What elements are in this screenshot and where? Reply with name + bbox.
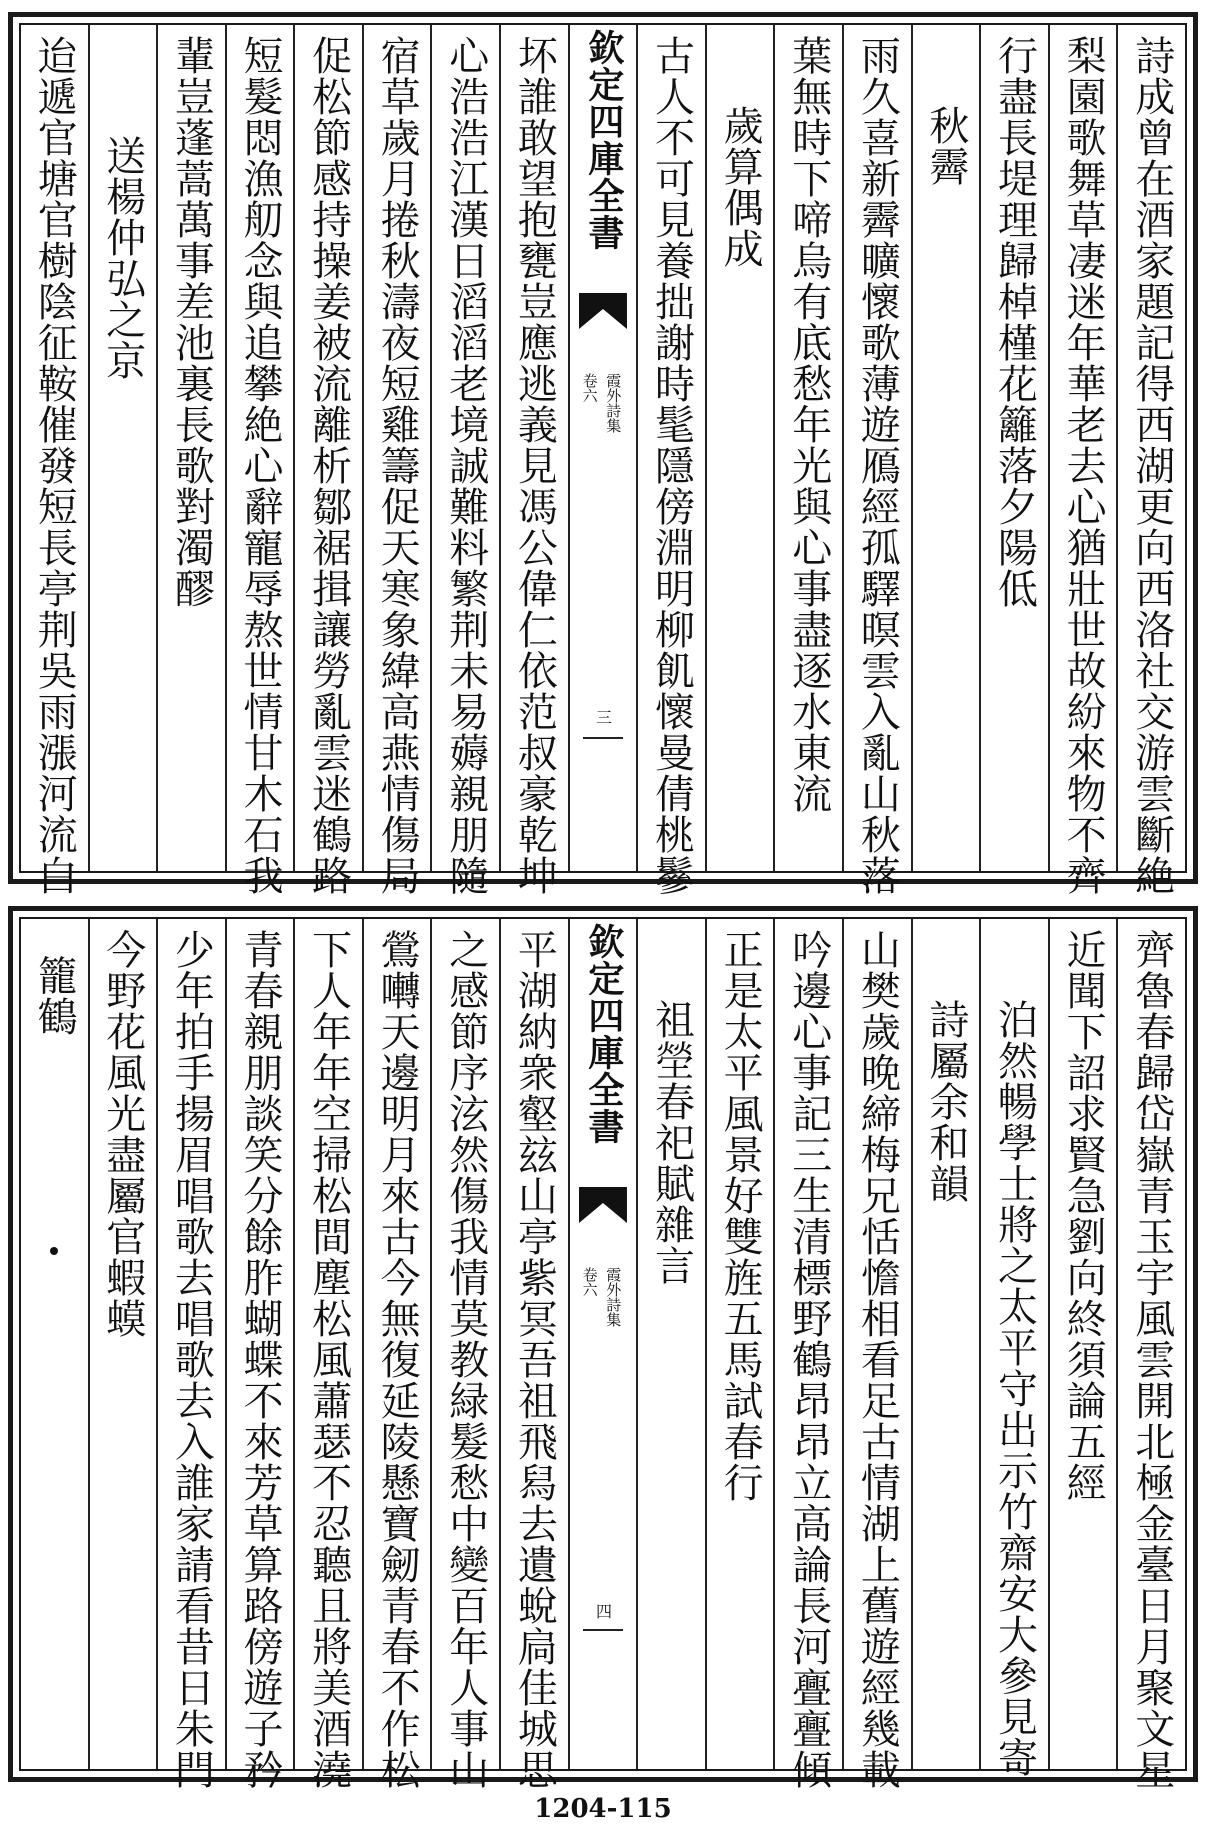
page-gutter bbox=[568, 25, 637, 871]
top-page bbox=[8, 12, 1198, 896]
text-column: 迨遞官塘官樹陰征鞍催發短長亭荆吳雨漲河流白 bbox=[31, 35, 78, 896]
text-column: 之感節序泫然傷我情莫教緑髮愁中變百年人事山 bbox=[430, 919, 499, 1769]
text-column: 行盡長堤理歸棹槿花籬落夕陽低 bbox=[979, 25, 1048, 871]
text-column: 青春親朋談笑分餘胙蝴蝶不來芳草算路傍遊子矜 bbox=[225, 919, 294, 1769]
gutter-book-title: 霞外詩集 bbox=[604, 1267, 623, 1327]
gutter-page-number: 四 bbox=[593, 1603, 613, 1619]
text-column: 齊魯春歸岱嶽青玉宇風雲開北極金臺日月聚文星 bbox=[1116, 919, 1185, 1769]
text-column: 詩成曾在酒家題記得西湖更向西洛社交游雲斷絶 bbox=[1116, 25, 1185, 871]
text-column: 葉無時下啼烏有底愁年光與心事盡逐水東流 bbox=[773, 25, 842, 871]
text-column: 下人年年空掃松間塵松風蕭瑟不忍聽且將美酒澆 bbox=[293, 919, 362, 1769]
gutter-page-number: 三 bbox=[593, 709, 613, 725]
footer-page-number: 1204-115 bbox=[534, 1794, 672, 1824]
poem-title-column: 歲算偶成 bbox=[705, 25, 774, 871]
text-column: 正是太平風景好雙旌五馬試春行 bbox=[705, 919, 774, 1769]
gutter-title: 欽定四庫全書 bbox=[582, 29, 625, 251]
text-column: 心浩浩江漢日滔滔老境誠難料繁荆未易薅親朋隨 bbox=[430, 25, 499, 871]
text-column: 近聞下詔求賢急劉向終須論五經 bbox=[1048, 919, 1117, 1769]
poem-title-column: 送楊仲弘之京 bbox=[88, 25, 157, 871]
text-column: 吟邊心事記三生清標野鶴昂昂立高論長河亹亹傾 bbox=[773, 919, 842, 1769]
text-column: 短髮悶漁舠念與追攀絶心辭寵辱熬世情甘木石我 bbox=[225, 25, 294, 871]
poem-title-column: 籠鶴 bbox=[21, 919, 88, 1769]
text-column: 坏誰敢望抱甕豈應逃義見馮公偉仁依范叔豪乾坤 bbox=[499, 25, 568, 871]
text-column: 促松節感持操姜被流離析鄒裾揖讓勞亂雲迷鶴路 bbox=[293, 25, 362, 871]
gutter-title: 欽定四庫全書 bbox=[582, 923, 625, 1145]
punctuation-dot bbox=[50, 1247, 58, 1255]
fish-tail-mark-icon bbox=[579, 293, 627, 329]
gutter-volume: 卷六 bbox=[580, 373, 599, 403]
poem-title-column: 詩屬余和韻 bbox=[911, 919, 980, 1769]
gutter-rule bbox=[583, 1629, 623, 1631]
gutter-rule bbox=[583, 737, 623, 739]
text-column: 宿草歲月捲秋濤夜短雞籌促天寒象緯高燕情傷局 bbox=[362, 25, 431, 871]
poem-title-column: 泊然暢學士將之太平守出示竹齋安大參見寄 bbox=[979, 919, 1048, 1769]
text-column: 今野花風光盡屬官蝦蟆 bbox=[88, 919, 157, 1769]
text-column: 雨久喜新霽曠懷歌薄遊鴈經孤驛暝雲入亂山秋落 bbox=[842, 25, 911, 871]
text-column: 古人不可見養拙謝時髦隱傍淵明柳飢懷曼倩桃鬖 bbox=[636, 25, 705, 871]
bottom-page bbox=[8, 906, 1198, 1790]
text-column: 山樊歲晚締梅兄恬憺相看足古情湖上舊遊經幾載 bbox=[842, 919, 911, 1769]
gutter-book-title: 霞外詩集 bbox=[604, 373, 623, 433]
text-column: 少年拍手揚眉唱歌去唱歌去入誰家請看昔日朱門 bbox=[156, 919, 225, 1769]
poem-title-column: 秋霽 bbox=[911, 25, 980, 871]
text-column: 輩豈蓬蒿萬事差池裏長歌對濁醪 bbox=[156, 25, 225, 871]
page-gutter bbox=[568, 919, 637, 1769]
poem-title-column: 祖塋春祀賦雜言 bbox=[636, 919, 705, 1769]
text-column: 鶯囀天邊明月來古今無復延陵懸寶劒青春不作松 bbox=[362, 919, 431, 1769]
text-column: 平湖納衆壑玆山亭紫冥吾祖飛舄去遺蛻扃佳城思 bbox=[499, 919, 568, 1769]
gutter-volume: 卷六 bbox=[580, 1267, 599, 1297]
fish-tail-mark-icon bbox=[579, 1187, 627, 1223]
text-column: 梨園歌舞草凄迷年華老去心猶壯世故紛來物不齊 bbox=[1048, 25, 1117, 871]
